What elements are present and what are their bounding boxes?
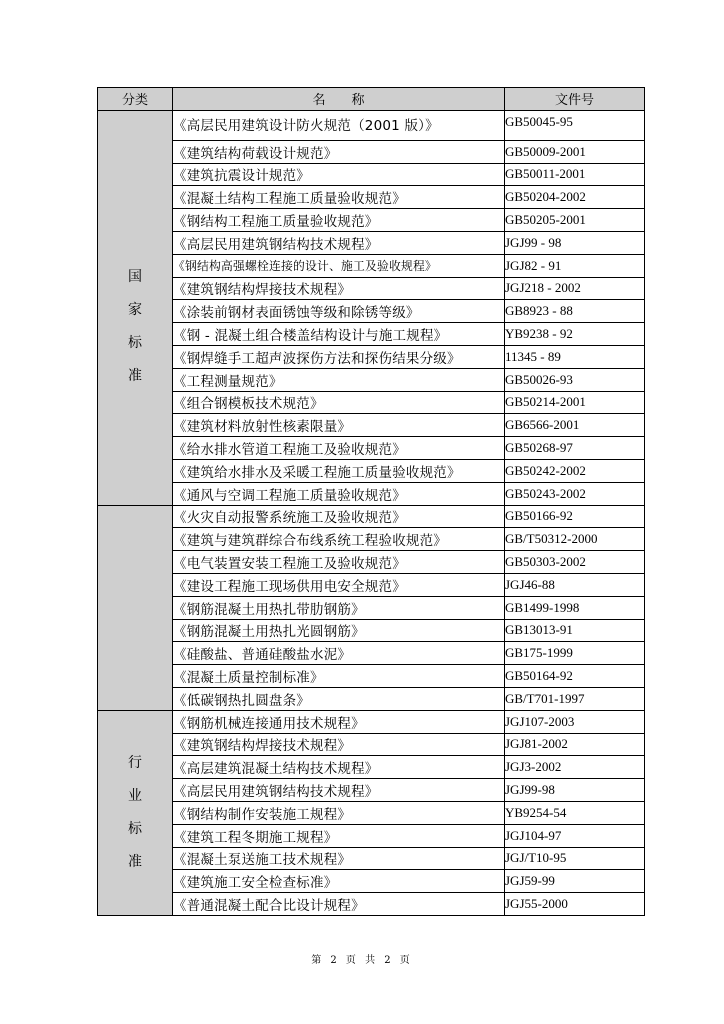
standard-name: 《钢筋机械连接通用技术规程》 xyxy=(173,710,505,733)
standard-code: JGJ107-2003 xyxy=(505,710,645,733)
category-char: 业 xyxy=(128,787,142,804)
table-row xyxy=(98,368,645,391)
table-row xyxy=(98,847,645,870)
standard-name: 《钢结构制作安装施工规程》 xyxy=(173,801,505,824)
category-char: 行 xyxy=(128,754,142,771)
category-char: 家 xyxy=(128,301,142,318)
table-row xyxy=(98,437,645,460)
standard-name: 《建筑材料放射性核素限量》 xyxy=(173,414,505,437)
standard-name: 《高层民用建筑钢结构技术规程》 xyxy=(173,779,505,802)
standard-code: GB50205-2001 xyxy=(505,209,645,232)
table-row xyxy=(98,345,645,368)
standard-name: 《硅酸盐、普通硅酸盐水泥》 xyxy=(173,642,505,665)
standard-code: GB50166-92 xyxy=(505,505,645,528)
header-category: 分类 xyxy=(98,88,173,111)
standard-code: JGJ99 - 98 xyxy=(505,231,645,254)
standard-code: JGJ3-2002 xyxy=(505,756,645,779)
standard-code: GB50009-2001 xyxy=(505,140,645,163)
standard-code: JGJ99-98 xyxy=(505,779,645,802)
standard-code: GB13013-91 xyxy=(505,619,645,642)
header-code: 文件号 xyxy=(505,88,645,111)
table-row xyxy=(98,323,645,346)
standard-code: JGJ81-2002 xyxy=(505,733,645,756)
standard-name: 《钢焊缝手工超声波探伤方法和探伤结果分级》 xyxy=(173,345,505,368)
standard-name: 《混凝土质量控制标准》 xyxy=(173,665,505,688)
standard-name: 《钢结构高强螺栓连接的设计、施工及验收规程》 xyxy=(173,254,505,277)
standard-code: 11345 - 89 xyxy=(505,345,645,368)
standard-code: GB50268-97 xyxy=(505,437,645,460)
standard-code: GB50011-2001 xyxy=(505,163,645,186)
standard-code: JGJ55-2000 xyxy=(505,893,645,916)
category-cell xyxy=(98,710,173,915)
standard-name: 《钢筋混凝土用热扎光圆钢筋》 xyxy=(173,619,505,642)
standard-code: YB9254-54 xyxy=(505,801,645,824)
standard-name: 《高层建筑混凝土结构技术规程》 xyxy=(173,756,505,779)
table-row xyxy=(98,459,645,482)
category-char: 标 xyxy=(128,334,142,351)
page-footer: 第 2 页 共 2 页 xyxy=(311,955,413,966)
standard-code: GB50026-93 xyxy=(505,368,645,391)
table-row xyxy=(98,209,645,232)
standard-code: JGJ46-88 xyxy=(505,573,645,596)
table-row xyxy=(98,642,645,665)
standard-code: GB50242-2002 xyxy=(505,459,645,482)
standard-name: 《给水排水管道工程施工及验收规范》 xyxy=(173,437,505,460)
standard-name: 《组合钢模板技术规范》 xyxy=(173,391,505,414)
table-row xyxy=(98,482,645,505)
standard-name: 《建设工程施工现场供用电安全规范》 xyxy=(173,573,505,596)
category-cell xyxy=(98,110,173,505)
category-char: 标 xyxy=(128,820,142,837)
standard-name: 《建筑结构荷载设计规范》 xyxy=(173,140,505,163)
table-row xyxy=(98,710,645,733)
standard-code: GB/T50312-2000 xyxy=(505,528,645,551)
table-body xyxy=(98,110,645,915)
standard-name: 《钢筋混凝土用热扎带肋钢筋》 xyxy=(173,596,505,619)
standard-code: GB50303-2002 xyxy=(505,551,645,574)
standard-name: 《钢结构工程施工质量验收规范》 xyxy=(173,209,505,232)
table-row xyxy=(98,756,645,779)
standard-name: 《混凝土泵送施工技术规程》 xyxy=(173,847,505,870)
table-row xyxy=(98,665,645,688)
standard-code: GB/T701-1997 xyxy=(505,687,645,710)
standard-code: JGJ/T10-95 xyxy=(505,847,645,870)
standard-code: GB50204-2002 xyxy=(505,186,645,209)
category-cell xyxy=(98,505,173,710)
standard-code: GB50214-2001 xyxy=(505,391,645,414)
header-row xyxy=(98,88,645,111)
table-row xyxy=(98,254,645,277)
table-row xyxy=(98,733,645,756)
standard-name: 《火灾自动报警系统施工及验收规范》 xyxy=(173,505,505,528)
standard-name: 《涂装前钢材表面锈蚀等级和除锈等级》 xyxy=(173,300,505,323)
standard-name: 《低碳钢热扎圆盘条》 xyxy=(173,687,505,710)
standard-name: 《钢 - 混凝土组合楼盖结构设计与施工规程》 xyxy=(173,323,505,346)
standard-code: JGJ218 - 2002 xyxy=(505,277,645,300)
standard-code: GB175-1999 xyxy=(505,642,645,665)
table-row xyxy=(98,414,645,437)
category-char: 国 xyxy=(128,268,142,285)
standard-name: 《工程测量规范》 xyxy=(173,368,505,391)
table-row xyxy=(98,687,645,710)
category-char: 准 xyxy=(128,853,142,870)
table-row xyxy=(98,300,645,323)
standard-code: JGJ104-97 xyxy=(505,824,645,847)
standard-name: 《高层民用建筑钢结构技术规程》 xyxy=(173,231,505,254)
table-row xyxy=(98,186,645,209)
standard-name: 《电气装置安装工程施工及验收规范》 xyxy=(173,551,505,574)
standard-name: 《普通混凝土配合比设计规程》 xyxy=(173,893,505,916)
standard-name: 《建筑钢结构焊接技术规程》 xyxy=(173,277,505,300)
table-row xyxy=(98,619,645,642)
standard-name: 《高层民用建筑设计防火规范（2001 版）》 xyxy=(173,110,505,140)
table-row xyxy=(98,779,645,802)
table-row xyxy=(98,551,645,574)
header-name: 名 称 xyxy=(173,88,505,111)
table-row xyxy=(98,824,645,847)
table-row xyxy=(98,140,645,163)
table-row xyxy=(98,231,645,254)
table-row xyxy=(98,870,645,893)
standard-code: JGJ59-99 xyxy=(505,870,645,893)
table-row xyxy=(98,277,645,300)
table-row xyxy=(98,110,645,140)
table-row xyxy=(98,163,645,186)
standard-code: GB6566-2001 xyxy=(505,414,645,437)
standard-code: GB50243-2002 xyxy=(505,482,645,505)
standard-name: 《建筑钢结构焊接技术规程》 xyxy=(173,733,505,756)
table-row xyxy=(98,573,645,596)
table-row xyxy=(98,528,645,551)
table-row xyxy=(98,391,645,414)
standard-name: 《通风与空调工程施工质量验收规范》 xyxy=(173,482,505,505)
standard-code: YB9238 - 92 xyxy=(505,323,645,346)
standards-table xyxy=(97,87,645,916)
standard-code: GB1499-1998 xyxy=(505,596,645,619)
standard-name: 《建筑工程冬期施工规程》 xyxy=(173,824,505,847)
table-row xyxy=(98,893,645,916)
category-char: 准 xyxy=(128,367,142,384)
table-row xyxy=(98,505,645,528)
standard-name: 《建筑施工安全检查标准》 xyxy=(173,870,505,893)
standard-name: 《建筑抗震设计规范》 xyxy=(173,163,505,186)
standard-code: JGJ82 - 91 xyxy=(505,254,645,277)
standard-name: 《混凝土结构工程施工质量验收规范》 xyxy=(173,186,505,209)
table-row xyxy=(98,801,645,824)
table-row xyxy=(98,596,645,619)
standard-code: GB50045-95 xyxy=(505,110,645,140)
standard-name: 《建筑给水排水及采暖工程施工质量验收规范》 xyxy=(173,459,505,482)
standard-name: 《建筑与建筑群综合布线系统工程验收规范》 xyxy=(173,528,505,551)
standard-code: GB50164-92 xyxy=(505,665,645,688)
standard-code: GB8923 - 88 xyxy=(505,300,645,323)
